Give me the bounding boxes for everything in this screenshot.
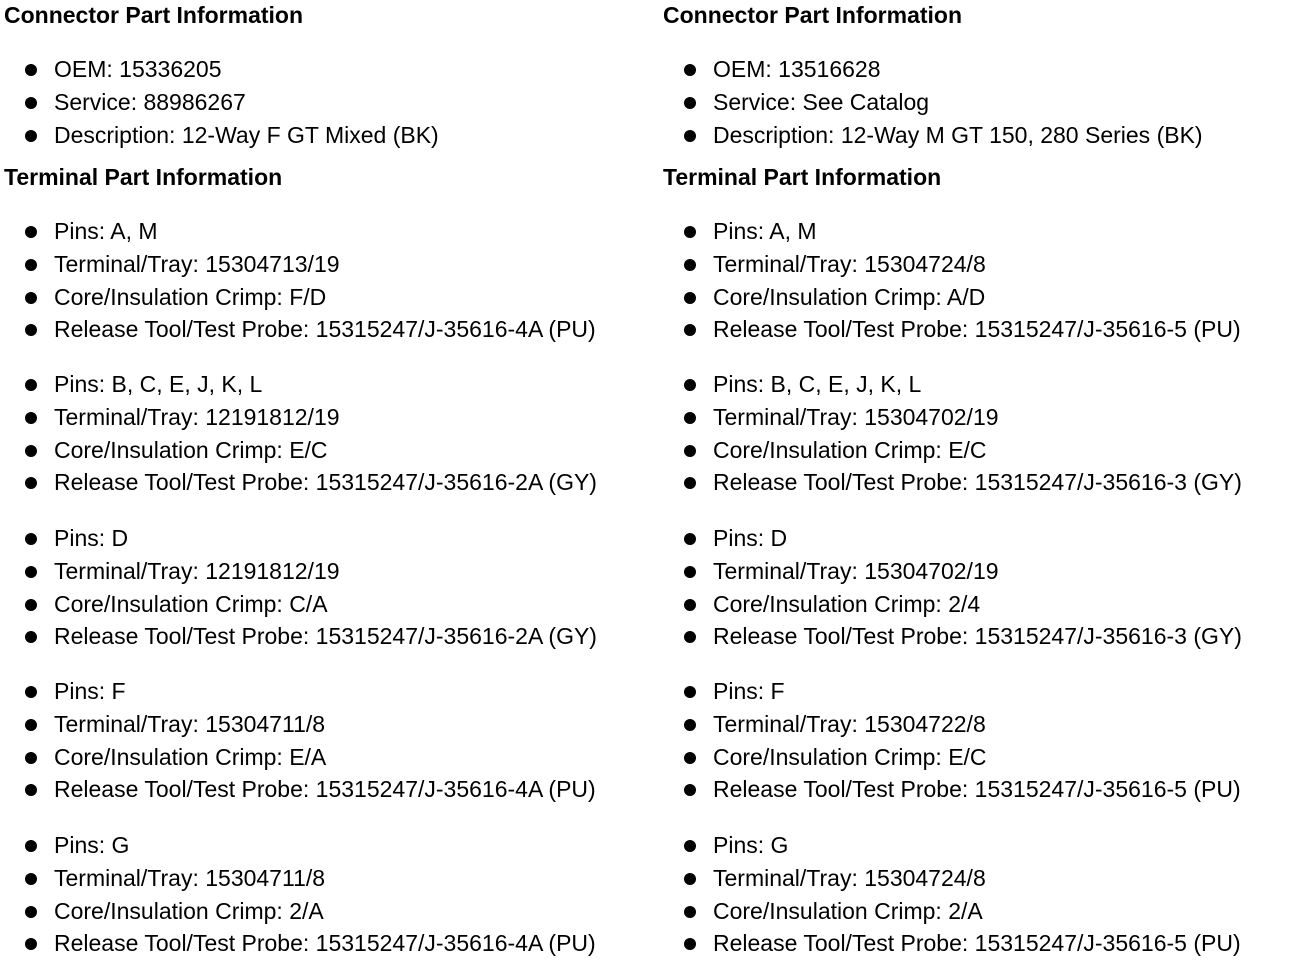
bullet-icon: [25, 784, 37, 796]
bullet-icon: [684, 906, 696, 918]
list-item: [663, 555, 1242, 588]
bullet-icon: [25, 97, 37, 109]
list-item: [4, 401, 597, 434]
bullet-icon: [684, 840, 696, 852]
item-text: Terminal/Tray: 15304702/19: [713, 403, 999, 430]
item-text: OEM: 15336205: [54, 56, 222, 82]
connector-heading: Connector Part Information: [663, 2, 963, 28]
bullet-icon: [684, 719, 696, 731]
bullet-icon: [25, 379, 37, 391]
list-item: [663, 675, 1241, 708]
terminal-group: [663, 829, 1241, 960]
bullet-icon: [684, 130, 696, 142]
bullet-icon: [25, 840, 37, 852]
bullet-icon: [684, 445, 696, 457]
bullet-icon: [684, 64, 696, 76]
bullet-icon: [684, 412, 696, 424]
bullet-icon: [684, 477, 696, 489]
list-item: [4, 773, 596, 806]
list-item: [663, 522, 1242, 555]
item-text: Terminal/Tray: 15304722/8: [713, 710, 986, 737]
item-text: Terminal/Tray: 15304724/8: [713, 250, 986, 277]
bullet-icon: [25, 752, 37, 764]
terminal-group: [663, 675, 1241, 806]
bullet-icon: [25, 686, 37, 698]
item-text: Core/Insulation Crimp: F/D: [54, 283, 327, 310]
item-text: Pins: A, M: [713, 218, 817, 244]
list-item: [4, 708, 596, 741]
item-text: Release Tool/Test Probe: 15315247/J-35616-5 (PU): [713, 776, 1241, 803]
list-item: [4, 620, 597, 653]
bullet-icon: [684, 226, 696, 238]
list-item: [663, 862, 1241, 895]
list-item: [663, 248, 1241, 281]
item-text: Release Tool/Test Probe: 15315247/J-35616-5 (PU): [713, 930, 1241, 957]
terminal-group: [663, 368, 1242, 499]
item-text: Terminal/Tray: 15304711/8: [54, 864, 326, 891]
connector-heading: Connector Part Information: [4, 2, 304, 28]
terminal-group: [4, 215, 596, 346]
item-text: Core/Insulation Crimp: E/C: [54, 436, 328, 463]
list-item: [4, 927, 596, 960]
item-text: Core/Insulation Crimp: A/D: [713, 283, 986, 310]
bullet-icon: [25, 938, 37, 950]
bullet-icon: [25, 226, 37, 238]
item-text: Release Tool/Test Probe: 15315247/J-35616-4A (PU): [54, 930, 596, 957]
item-text: Pins: A, M: [54, 218, 158, 244]
bullet-icon: [684, 784, 696, 796]
item-text: Release Tool/Test Probe: 15315247/J-35616-3 (GY): [713, 623, 1242, 650]
item-text: Core/Insulation Crimp: E/C: [713, 436, 987, 463]
terminal-heading: Terminal Part Information: [4, 164, 283, 190]
bullet-icon: [25, 445, 37, 457]
list-item: [663, 829, 1241, 862]
list-item: [4, 86, 439, 119]
bullet-icon: [25, 412, 37, 424]
item-text: Release Tool/Test Probe: 15315247/J-35616-3 (GY): [713, 469, 1242, 496]
list-item: [4, 895, 596, 928]
list-item: [663, 119, 1203, 152]
bullet-icon: [684, 599, 696, 611]
bullet-icon: [684, 259, 696, 271]
item-text: Terminal/Tray: 15304711/8: [54, 710, 326, 737]
bullet-icon: [25, 259, 37, 271]
item-text: Description: 12-Way F GT Mixed (BK): [54, 121, 439, 148]
list-item: [4, 434, 597, 467]
list-item: [663, 708, 1241, 741]
list-item: [4, 248, 596, 281]
item-text: Release Tool/Test Probe: 15315247/J-35616-5 (PU): [713, 316, 1241, 343]
bullet-icon: [684, 566, 696, 578]
bullet-icon: [684, 379, 696, 391]
terminal-group: [663, 522, 1242, 653]
item-text: Core/Insulation Crimp: 2/A: [54, 897, 324, 924]
item-text: Core/Insulation Crimp: E/A: [54, 743, 327, 770]
list-item: [663, 281, 1241, 314]
terminal-group: [4, 522, 597, 653]
item-text: Service: 88986267: [54, 88, 246, 115]
item-text: Terminal/Tray: 12191812/19: [54, 403, 340, 430]
list-item: [4, 588, 597, 621]
list-item: [663, 588, 1242, 621]
item-text: Pins: D: [713, 525, 788, 551]
item-text: Core/Insulation Crimp: E/C: [713, 743, 987, 770]
bullet-icon: [25, 873, 37, 885]
item-text: Release Tool/Test Probe: 15315247/J-35616-4A (PU): [54, 776, 596, 803]
bullet-icon: [684, 533, 696, 545]
bullet-icon: [25, 292, 37, 304]
bullet-icon: [25, 906, 37, 918]
list-item: [663, 741, 1241, 774]
list-item: [4, 466, 597, 499]
list-item: [4, 313, 596, 346]
list-item: [4, 741, 596, 774]
bullet-icon: [684, 686, 696, 698]
item-text: Terminal/Tray: 12191812/19: [54, 557, 340, 584]
bullet-icon: [25, 566, 37, 578]
list-item: [4, 862, 596, 895]
item-text: Release Tool/Test Probe: 15315247/J-35616-2A (GY): [54, 623, 597, 650]
item-text: Pins: F: [713, 678, 785, 704]
item-text: Terminal/Tray: 15304713/19: [54, 250, 340, 277]
list-item: [4, 368, 597, 401]
list-item: [663, 401, 1242, 434]
bullet-icon: [25, 64, 37, 76]
terminal-group: [663, 215, 1241, 346]
item-text: Terminal/Tray: 15304702/19: [713, 557, 999, 584]
list-item: [663, 773, 1241, 806]
bullet-icon: [25, 533, 37, 545]
item-text: Description: 12-Way M GT 150, 280 Series (BK): [713, 121, 1203, 148]
item-text: Terminal/Tray: 15304724/8: [713, 864, 986, 891]
item-text: Pins: G: [713, 832, 789, 858]
connector-list: [4, 53, 439, 151]
item-text: Core/Insulation Crimp: 2/4: [713, 590, 981, 617]
list-item: [663, 927, 1241, 960]
item-text: Pins: D: [54, 525, 129, 551]
item-text: Core/Insulation Crimp: 2/A: [713, 897, 983, 924]
bullet-icon: [684, 631, 696, 643]
item-text: Pins: F: [54, 678, 126, 704]
list-item: [663, 895, 1241, 928]
terminal-group: [4, 368, 597, 499]
terminal-group: [4, 675, 596, 806]
terminal-group: [4, 829, 596, 960]
bullet-icon: [25, 631, 37, 643]
list-item: [663, 368, 1242, 401]
list-item: [4, 675, 596, 708]
bullet-icon: [25, 477, 37, 489]
list-item: [4, 555, 597, 588]
bullet-icon: [25, 599, 37, 611]
list-item: [4, 119, 439, 152]
bullet-icon: [684, 97, 696, 109]
list-item: [663, 215, 1241, 248]
item-text: Core/Insulation Crimp: C/A: [54, 590, 328, 617]
bullet-icon: [684, 324, 696, 336]
list-item: [4, 829, 596, 862]
item-text: OEM: 13516628: [713, 56, 881, 82]
bullet-icon: [25, 324, 37, 336]
list-item: [663, 86, 1203, 119]
item-text: Release Tool/Test Probe: 15315247/J-35616-2A (GY): [54, 469, 597, 496]
bullet-icon: [25, 719, 37, 731]
bullet-icon: [684, 938, 696, 950]
list-item: [663, 313, 1241, 346]
item-text: Pins: B, C, E, J, K, L: [713, 371, 922, 397]
bullet-icon: [684, 292, 696, 304]
list-item: [663, 620, 1242, 653]
item-text: Pins: B, C, E, J, K, L: [54, 371, 263, 397]
list-item: [4, 53, 439, 86]
bullet-icon: [25, 130, 37, 142]
bullet-icon: [684, 752, 696, 764]
bullet-icon: [684, 873, 696, 885]
item-text: Release Tool/Test Probe: 15315247/J-35616-4A (PU): [54, 316, 596, 343]
terminal-heading: Terminal Part Information: [663, 164, 942, 190]
list-item: [4, 522, 597, 555]
list-item: [4, 281, 596, 314]
list-item: [663, 53, 1203, 86]
list-item: [663, 434, 1242, 467]
item-text: Service: See Catalog: [713, 88, 930, 115]
connector-list: [663, 53, 1203, 151]
list-item: [4, 215, 596, 248]
list-item: [663, 466, 1242, 499]
item-text: Pins: G: [54, 832, 130, 858]
